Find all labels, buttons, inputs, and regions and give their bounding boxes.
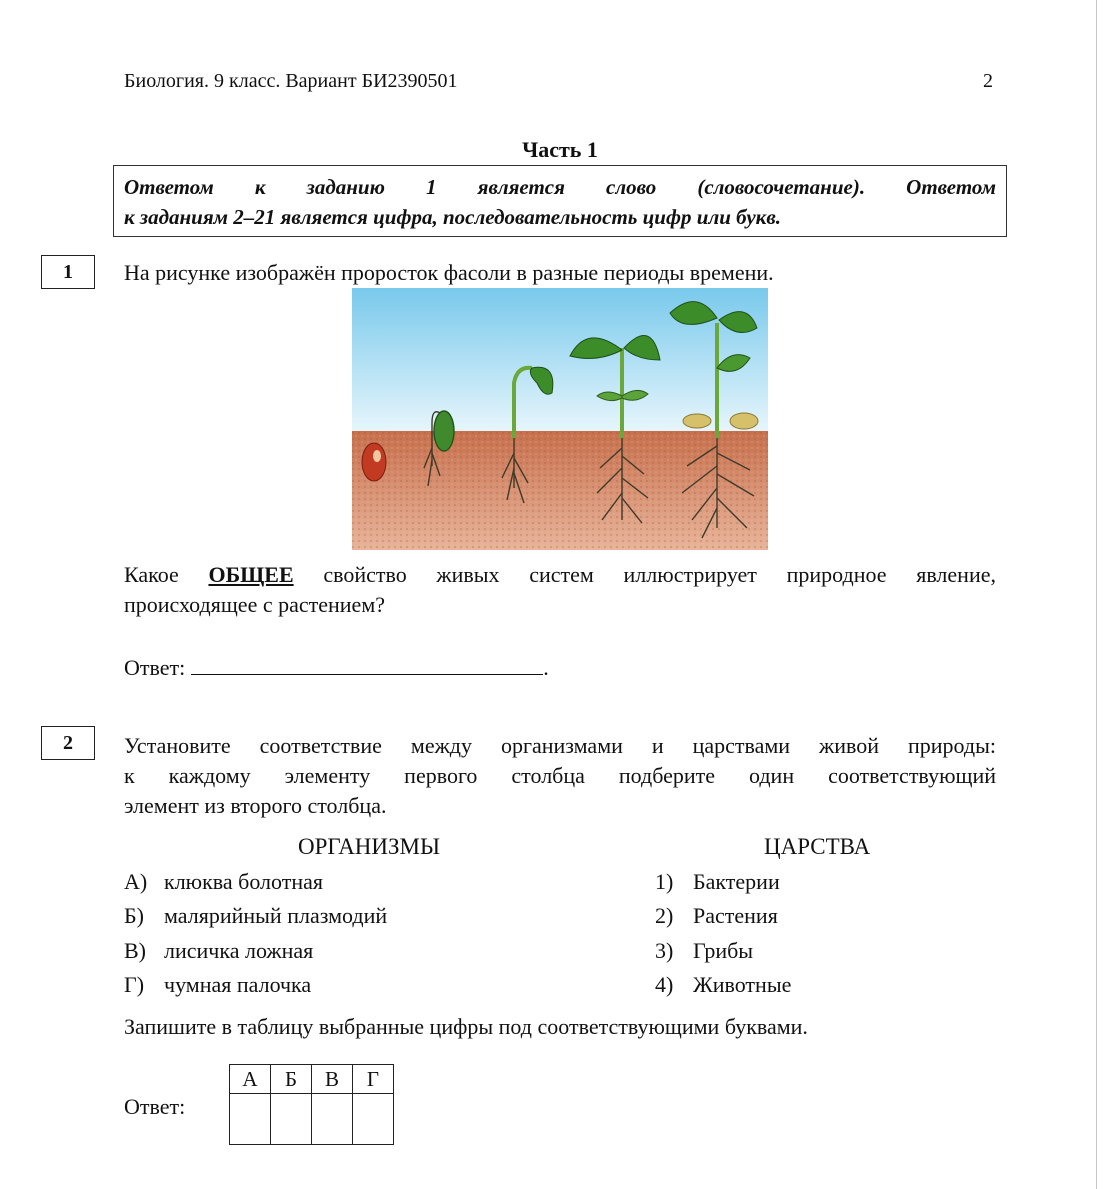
task1-question [124,560,996,620]
page-edge [1096,0,1097,1189]
answer-table-header: А [230,1065,271,1094]
item-number: 1) [655,869,674,894]
answer-cell-a[interactable] [230,1094,271,1145]
item-letter: В) [124,938,146,963]
answer-label: Ответ: [124,655,186,680]
emphasis-word: ОБЩЕЕ [208,562,294,587]
page-number: 2 [983,70,993,92]
instruction-line-2: к заданиям 2–21 является цифра, последовательность цифр или букв. [124,205,781,229]
answer-table-header: В [312,1065,353,1094]
task2-instruction: Запишите в таблицу выбранные цифры под соответствующими буквами. [124,1014,808,1039]
question-part: свойство живых систем иллюстрирует природное явление, [293,562,996,587]
answer-period: . [543,655,549,680]
part-title: Часть 1 [522,137,598,162]
organism-item [124,970,311,1000]
kingdom-item [655,867,780,897]
kingdom-item [655,901,778,931]
header-title: Биология. 9 класс. Вариант БИ2390501 [124,70,458,92]
item-text: Животные [693,972,792,997]
organism-item [124,936,313,966]
task1-answer [124,652,549,683]
answer-table-header: Б [271,1065,312,1094]
bean-sprout-illustration [352,288,768,550]
organism-item [124,901,387,931]
item-letter: Б) [124,903,144,928]
item-text: Растения [693,903,778,928]
item-number: 3) [655,938,674,963]
task2-line-1: Установите соответствие между организмами и царствами живой природы: [124,733,996,758]
item-letter: А) [124,869,148,894]
answer-table-header: Г [353,1065,394,1094]
task2-text [124,731,996,821]
kingdoms-header: ЦАРСТВА [764,834,871,859]
item-number: 4) [655,972,674,997]
answer-table [229,1064,394,1145]
instruction-line-1: Ответом к заданию 1 является слово (словосочетание). Ответом [124,175,996,199]
task2-line-2: к каждому элементу первого столбца подберите один соответствующий [124,763,996,788]
organisms-header: ОРГАНИЗМЫ [298,834,441,859]
task-number-box: 2 [41,726,95,760]
item-letter: Г) [124,972,145,997]
answer-cell-g[interactable] [353,1094,394,1145]
item-text: чумная палочка [164,972,312,997]
task1-text: На рисунке изображён проросток фасоли в разные периоды времени. [124,260,774,285]
task1-question-line-2: происходящее с растением? [124,592,386,617]
kingdom-item [655,936,753,966]
organism-item [124,867,323,897]
kingdom-item [655,970,791,1000]
item-text: Грибы [693,938,754,963]
item-text: клюква болотная [164,869,324,894]
answer-cell-b[interactable] [271,1094,312,1145]
instruction-box [113,165,1007,237]
bean-seed [362,443,386,481]
task-number-box: 1 [41,255,95,289]
answer-cell-v[interactable] [312,1094,353,1145]
answer-blank-line[interactable] [191,652,543,675]
item-number: 2) [655,903,674,928]
item-text: Бактерии [693,869,780,894]
task1-question-line-1 [124,560,996,590]
item-text: лисичка ложная [164,938,314,963]
item-text: малярийный плазмодий [164,903,388,928]
task2-line-3: элемент из второго столбца. [124,793,387,818]
question-part: Какое [124,562,209,587]
answer-label: Ответ: [124,1094,186,1119]
